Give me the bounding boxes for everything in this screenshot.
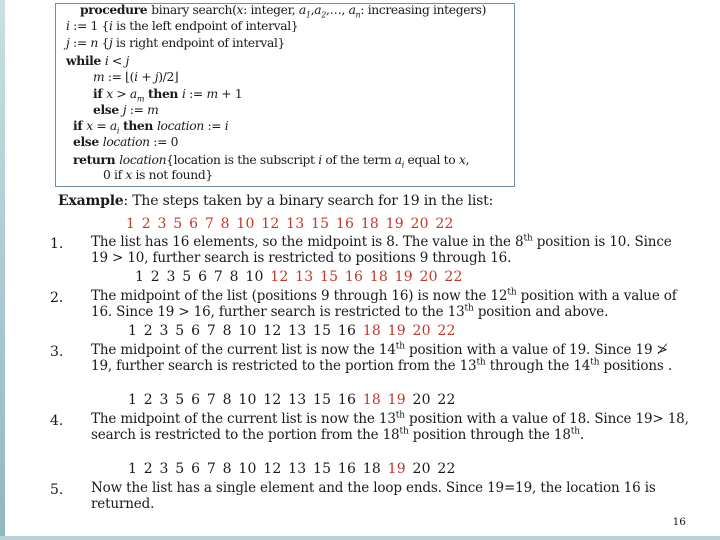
code-token: ,…, xyxy=(325,3,349,17)
code-token: 0 if xyxy=(103,168,126,182)
code-token: location xyxy=(156,119,204,133)
list-value: 10 xyxy=(238,392,257,408)
step-text-part: position with a value of 16. Since 19 > 16, further search is restricted to the 13 xyxy=(91,288,677,320)
list-value: 18 xyxy=(362,392,381,408)
code-token: i xyxy=(224,119,229,133)
code-token: := xyxy=(126,103,148,117)
code-token: i xyxy=(116,126,120,136)
code-token: then xyxy=(119,118,157,133)
code-token: : increasing integers) xyxy=(360,3,487,17)
code-token: x xyxy=(125,168,132,182)
list-value: 8 xyxy=(229,269,239,285)
code-token: is the left endpoint of interval} xyxy=(112,19,299,33)
code-token: := xyxy=(69,36,91,50)
list-value: 3 xyxy=(159,392,169,408)
list-value: 7 xyxy=(206,392,216,408)
step-text-part: through the 14 xyxy=(485,357,591,374)
code-token: x xyxy=(236,3,244,17)
list-value: 8 xyxy=(222,323,232,339)
list-value: 3 xyxy=(157,216,167,232)
list-value: 16 xyxy=(335,216,355,232)
list-value: 10 xyxy=(236,216,255,232)
step-number: 1. xyxy=(50,236,64,252)
step-text-part: position through the 18 xyxy=(408,426,571,443)
code-token: i xyxy=(401,160,404,170)
left-accent-bar xyxy=(0,0,5,540)
list-value: 1 xyxy=(126,216,136,232)
step-text xyxy=(91,235,691,266)
code-token: m xyxy=(136,94,145,104)
code-token: 1 xyxy=(305,10,311,20)
ordinal-suffix: th xyxy=(395,410,405,421)
code-token: location xyxy=(102,135,150,149)
code-token: i xyxy=(66,19,70,33)
list-value: 13 xyxy=(288,461,307,477)
code-line xyxy=(66,37,285,50)
step-text-part: Now the list has a single element and the loop ends. Since 19=19, the location 16 is returned. xyxy=(91,480,656,512)
list-value: 12 xyxy=(261,216,280,232)
list-value: 20 xyxy=(419,269,438,285)
code-token: )/2⌋ xyxy=(158,70,179,84)
step-text xyxy=(91,289,691,320)
list-value: 16 xyxy=(337,392,357,408)
example-label: Example xyxy=(58,193,124,209)
list-value: 15 xyxy=(312,323,332,339)
code-token: x xyxy=(458,153,466,167)
code-token: < xyxy=(108,54,126,68)
list-value: 19 xyxy=(394,269,413,285)
code-token: 2 xyxy=(321,10,326,20)
code-token: i xyxy=(318,153,322,167)
step-number: 2. xyxy=(50,290,64,306)
step-number: 5. xyxy=(50,482,64,498)
code-token: is right endpoint of interval} xyxy=(112,36,285,50)
code-token: ( xyxy=(232,3,237,17)
list-value: 8 xyxy=(222,392,232,408)
list-value: 5 xyxy=(175,323,185,339)
list-value: 6 xyxy=(198,269,208,285)
list-value: 12 xyxy=(263,323,282,339)
code-token: j xyxy=(108,36,113,50)
list-sequence xyxy=(128,392,456,408)
code-line xyxy=(73,135,178,149)
step-text xyxy=(91,481,691,512)
list-value: 1 xyxy=(135,269,145,285)
list-value: 13 xyxy=(286,216,305,232)
list-value: 22 xyxy=(437,392,456,408)
list-value: 2 xyxy=(143,392,153,408)
code-token: > xyxy=(112,87,130,101)
list-sequence xyxy=(126,216,454,232)
code-token: m xyxy=(206,87,218,101)
list-value: 5 xyxy=(175,461,185,477)
list-value: 19 xyxy=(385,216,404,232)
list-value: 8 xyxy=(222,461,232,477)
code-token: { xyxy=(97,36,109,50)
code-token: i xyxy=(134,70,138,84)
code-token: j xyxy=(125,54,130,68)
list-value: 12 xyxy=(263,392,282,408)
ordinal-suffix: th xyxy=(523,233,533,244)
code-token: , xyxy=(310,3,315,17)
code-token: , xyxy=(465,153,470,167)
ordinal-suffix: th xyxy=(507,287,517,298)
list-value: 5 xyxy=(173,216,183,232)
list-value: 22 xyxy=(437,461,456,477)
ordinal-suffix: th xyxy=(476,357,486,368)
list-value: 20 xyxy=(410,216,429,232)
step-text-part: position is 10. Since 19 > 10, further search is restricted to positions 9 through 16. xyxy=(91,234,672,266)
code-token: j xyxy=(122,103,127,117)
step-text xyxy=(91,343,691,374)
code-token: m xyxy=(147,103,159,117)
list-value: 15 xyxy=(310,216,330,232)
code-token: a xyxy=(298,3,306,17)
code-token: binary search xyxy=(151,3,233,17)
list-value: 2 xyxy=(143,323,153,339)
list-value: 8 xyxy=(220,216,230,232)
code-token: else xyxy=(73,134,103,149)
code-token: i xyxy=(181,87,186,101)
ordinal-suffix: th xyxy=(399,426,409,437)
step-text-part: The list has 16 elements, so the midpoint is 8. The value in the 8 xyxy=(91,234,524,250)
list-value: 1 xyxy=(128,461,138,477)
list-value: 12 xyxy=(270,269,289,285)
step-text-part: The midpoint of the current list is now the 13 xyxy=(91,411,396,427)
ordinal-suffix: th xyxy=(570,426,580,437)
code-token: location xyxy=(119,153,167,167)
step-text-part: positions . xyxy=(599,357,672,374)
list-value: 22 xyxy=(444,269,463,285)
list-value: 18 xyxy=(369,269,388,285)
code-token: = xyxy=(92,119,110,133)
list-value: 18 xyxy=(362,461,381,477)
list-value: 5 xyxy=(175,392,185,408)
code-line xyxy=(66,54,129,68)
code-token: := xyxy=(185,87,207,101)
step-number: 4. xyxy=(50,413,64,429)
list-value: 18 xyxy=(360,216,379,232)
code-token: j xyxy=(154,70,159,84)
step-text-part: position and above. xyxy=(473,303,609,320)
code-token: j xyxy=(66,36,70,50)
list-value: 16 xyxy=(344,269,364,285)
code-token: + 1 xyxy=(217,87,243,101)
list-sequence xyxy=(128,461,456,477)
code-token: n xyxy=(90,36,98,50)
code-line xyxy=(93,103,158,117)
list-value: 1 xyxy=(128,392,138,408)
code-token: equal to xyxy=(403,153,459,167)
example-heading xyxy=(58,193,493,209)
code-token: while xyxy=(66,53,105,68)
code-token: i xyxy=(104,54,109,68)
list-value: 15 xyxy=(312,461,332,477)
list-value: 2 xyxy=(150,269,160,285)
ordinal-suffix: th xyxy=(395,341,405,352)
list-value: 7 xyxy=(204,216,214,232)
code-line xyxy=(93,71,178,84)
list-value: 12 xyxy=(263,461,282,477)
list-value: 6 xyxy=(191,461,201,477)
list-value: 20 xyxy=(412,323,431,339)
page-number: 16 xyxy=(672,516,686,528)
code-token: of the term xyxy=(321,153,395,167)
list-value: 15 xyxy=(319,269,339,285)
step-text-part: . xyxy=(579,426,585,443)
list-value: 19 xyxy=(387,461,406,477)
list-value: 6 xyxy=(191,392,201,408)
step-text-part: position with a value of 18. Since 19> 18, search is restricted to the portion from the 18 xyxy=(91,411,689,443)
list-value: 3 xyxy=(159,323,169,339)
code-token: then xyxy=(144,86,182,101)
ordinal-suffix: th xyxy=(590,357,600,368)
list-value: 13 xyxy=(288,323,307,339)
code-token: i xyxy=(108,19,113,33)
list-value: 22 xyxy=(437,323,456,339)
code-token: := xyxy=(203,119,225,133)
code-token: m xyxy=(93,70,105,84)
list-value: 19 xyxy=(387,392,406,408)
code-token: + xyxy=(137,70,155,84)
code-token: a xyxy=(394,153,402,167)
list-value: 7 xyxy=(206,323,216,339)
code-token: a xyxy=(129,87,137,101)
list-value: 7 xyxy=(206,461,216,477)
list-sequence xyxy=(135,269,463,285)
list-value: 2 xyxy=(141,216,151,232)
list-value: 1 xyxy=(128,323,138,339)
list-value: 10 xyxy=(238,461,257,477)
ordinal-suffix: th xyxy=(464,303,474,314)
list-value: 19 xyxy=(387,323,406,339)
code-token: x xyxy=(86,119,93,133)
step-text-part: The midpoint of the list (positions 9 through 16) is now the 12 xyxy=(91,288,508,304)
list-value: 10 xyxy=(238,323,257,339)
code-token: : integer, xyxy=(243,3,299,17)
step-text xyxy=(91,412,691,443)
step-text-part: position with a value of 19. Since 19 ≯ 19, further search is restricted to the portion from the 13 xyxy=(91,342,668,374)
list-sequence xyxy=(128,323,456,339)
code-token: procedure xyxy=(80,2,152,17)
code-token: if xyxy=(93,86,107,101)
code-token: a xyxy=(109,119,117,133)
list-value: 13 xyxy=(295,269,314,285)
bottom-accent-bar xyxy=(0,536,720,540)
code-token: else xyxy=(93,102,123,117)
code-token: := 1 { xyxy=(69,19,109,33)
list-value: 7 xyxy=(213,269,223,285)
list-value: 16 xyxy=(337,461,357,477)
list-value: 16 xyxy=(337,323,357,339)
list-value: 18 xyxy=(362,323,381,339)
list-value: 20 xyxy=(412,461,431,477)
step-text-part: The midpoint of the current list is now the 14 xyxy=(91,342,396,358)
list-value: 3 xyxy=(166,269,176,285)
list-value: 3 xyxy=(159,461,169,477)
list-value: 22 xyxy=(435,216,454,232)
code-token: if xyxy=(73,118,87,133)
code-token: := 0 xyxy=(149,135,179,149)
code-line xyxy=(103,169,213,182)
list-value: 15 xyxy=(312,392,332,408)
list-value: 5 xyxy=(182,269,192,285)
list-value: 20 xyxy=(412,392,431,408)
code-token: n xyxy=(355,10,361,20)
list-value: 2 xyxy=(143,461,153,477)
list-value: 13 xyxy=(288,392,307,408)
example-text: : The steps taken by a binary search for 19 in the list: xyxy=(123,193,494,209)
code-token: x xyxy=(106,87,113,101)
code-token: a xyxy=(314,3,322,17)
code-token: a xyxy=(348,3,356,17)
code-line xyxy=(66,20,298,33)
list-value: 6 xyxy=(189,216,199,232)
code-token: {location is the subscript xyxy=(166,153,319,167)
code-token: := ⌊( xyxy=(104,70,135,84)
list-value: 10 xyxy=(245,269,264,285)
code-token: is not found} xyxy=(131,168,213,182)
code-token: return xyxy=(73,152,120,167)
step-number: 3. xyxy=(50,344,64,360)
list-value: 6 xyxy=(191,323,201,339)
